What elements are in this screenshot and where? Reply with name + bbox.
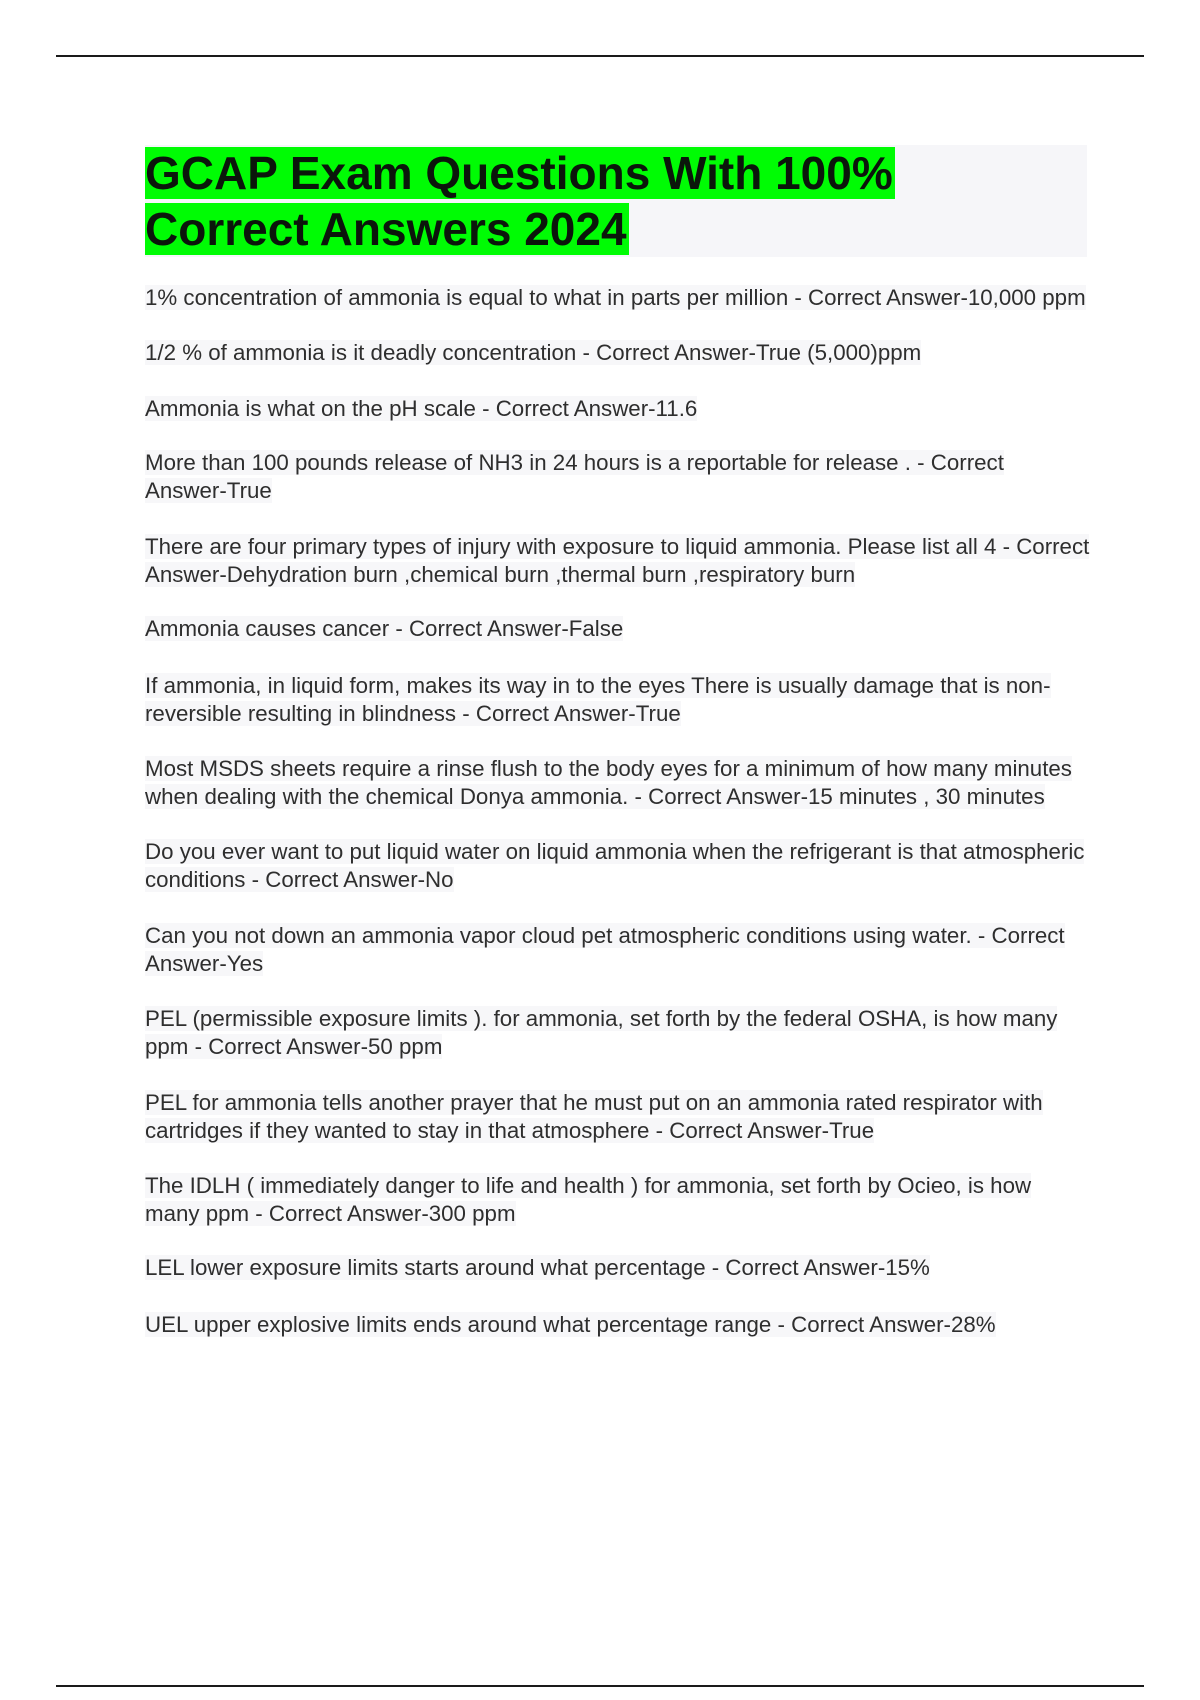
qa-item bbox=[145, 922, 1090, 978]
qa-item bbox=[145, 284, 1090, 312]
qa-text: Ammonia causes cancer - Correct Answer-False bbox=[145, 616, 624, 641]
qa-text: The IDLH ( immediately danger to life and health ) for ammonia, set forth by Ocieo, is how many ppm - Correct Answer-300 ppm bbox=[145, 1173, 1032, 1226]
qa-text: There are four primary types of injury with exposure to liquid ammonia. Please list all 4 - Correct Answer-Dehydration burn ,chemical burn ,thermal burn ,respiratory burn bbox=[145, 534, 1090, 587]
title-line-1: GCAP Exam Questions With 100% bbox=[145, 147, 893, 199]
qa-text: More than 100 pounds release of NH3 in 24 hours is a reportable for release . - Correct Answer-True bbox=[145, 450, 1004, 503]
qa-item bbox=[145, 1254, 1090, 1282]
qa-text: LEL lower exposure limits starts around what percentage - Correct Answer-15% bbox=[145, 1255, 930, 1280]
title-block bbox=[145, 145, 1087, 257]
qa-item bbox=[145, 838, 1090, 894]
qa-item bbox=[145, 533, 1090, 589]
qa-text: Do you ever want to put liquid water on liquid ammonia when the refrigerant is that atmospheric conditions - Correct Answer-No bbox=[145, 839, 1085, 892]
qa-item bbox=[145, 1089, 1090, 1145]
qa-item bbox=[145, 615, 1090, 643]
qa-item bbox=[145, 672, 1090, 728]
qa-item bbox=[145, 755, 1090, 811]
qa-item bbox=[145, 395, 1090, 423]
footer-rule bbox=[56, 1685, 1144, 1687]
header-rule bbox=[56, 55, 1144, 57]
qa-item bbox=[145, 1005, 1090, 1061]
qa-text: Can you not down an ammonia vapor cloud pet atmospheric conditions using water. - Correct Answer-Yes bbox=[145, 923, 1065, 976]
qa-list bbox=[145, 284, 1090, 1339]
qa-text: 1/2 % of ammonia is it deadly concentration - Correct Answer-True (5,000)ppm bbox=[145, 340, 922, 365]
qa-item bbox=[145, 449, 1090, 505]
qa-item bbox=[145, 1311, 1090, 1339]
qa-item bbox=[145, 1172, 1090, 1228]
qa-text: If ammonia, in liquid form, makes its way in to the eyes There is usually damage that is non- reversible resulting in blindness - Correct Answer-True bbox=[145, 673, 1051, 726]
qa-text: Most MSDS sheets require a rinse flush to the body eyes for a minimum of how many minutes when dealing with the chemical Donya ammonia. - Correct Answer-15 minutes , 30 minutes bbox=[145, 756, 1072, 809]
qa-text: Ammonia is what on the pH scale - Correct Answer-11.6 bbox=[145, 396, 698, 421]
qa-text: PEL (permissible exposure limits ). for ammonia, set forth by the federal OSHA, is how many ppm - Correct Answer-50 ppm bbox=[145, 1006, 1058, 1059]
title-line-2: Correct Answers 2024 bbox=[145, 203, 627, 255]
qa-text: UEL upper explosive limits ends around what percentage range - Correct Answer-28% bbox=[145, 1312, 996, 1337]
qa-text: 1% concentration of ammonia is equal to what in parts per million - Correct Answer-10,000 ppm bbox=[145, 285, 1086, 310]
title-highlight bbox=[145, 147, 895, 255]
qa-text: PEL for ammonia tells another prayer that he must put on an ammonia rated respirator with cartridges if they wanted to stay in that atmosphere - Correct Answer-True bbox=[145, 1090, 1043, 1143]
document-title bbox=[145, 145, 1087, 257]
qa-item bbox=[145, 339, 1090, 367]
